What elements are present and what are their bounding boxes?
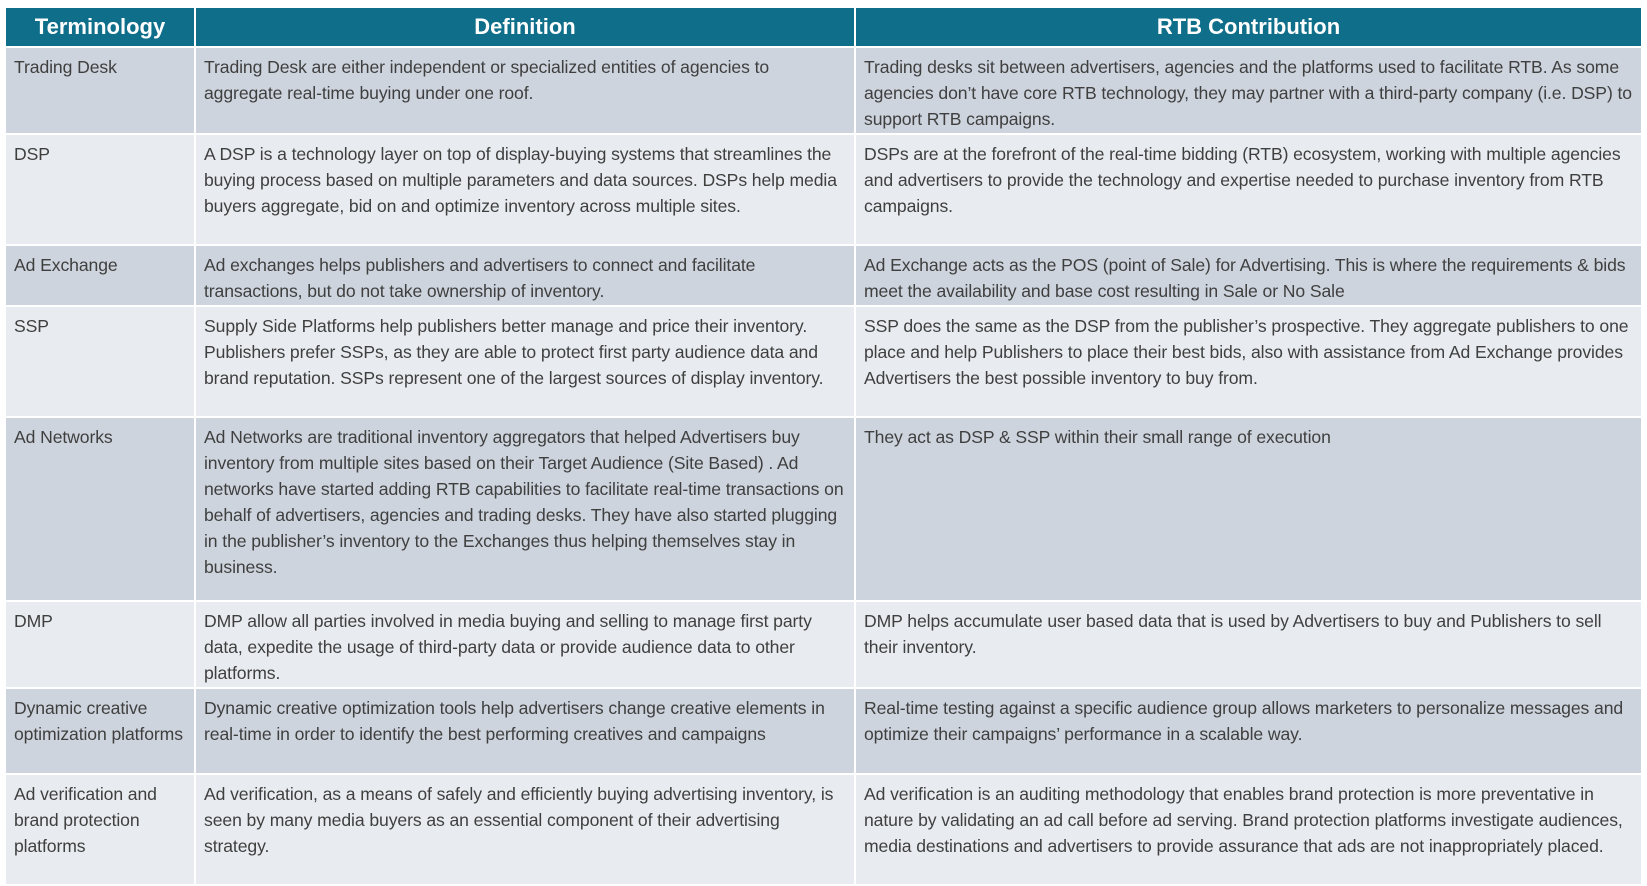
table-row (6, 134, 1641, 245)
definition-cell: Ad exchanges helps publishers and advertisers to connect and facilitate transactions, but do not take ownership of inventory. (195, 245, 855, 306)
rtb-terminology-table (6, 8, 1641, 886)
table-row (6, 601, 1641, 688)
definition-cell: Trading Desk are either independent or specialized entities of agencies to aggregate real-time buying under one roof. (195, 47, 855, 134)
rtb-contribution-cell: Trading desks sit between advertisers, agencies and the platforms used to facilitate RTB. As some agencies don’t have core RTB technology, they may partner with a third-party company (i.e. DSP) to support RTB campaigns. (855, 47, 1641, 134)
rtb-contribution-cell: Ad Exchange acts as the POS (point of Sale) for Advertising. This is where the requirements & bids meet the availability and base cost resulting in Sale or No Sale (855, 245, 1641, 306)
rtb-contribution-cell: DSPs are at the forefront of the real-time bidding (RTB) ecosystem, working with multiple agencies and advertisers to provide the technology and expertise needed to purchase inventory from RTB campaigns. (855, 134, 1641, 245)
table-row (6, 417, 1641, 601)
table-row (6, 688, 1641, 774)
term-cell: DMP (6, 601, 195, 688)
definition-cell: Supply Side Platforms help publishers better manage and price their inventory. Publishers prefer SSPs, as they are able to protect first party audience data and brand reputation. SSPs represent one of the largest sources of display inventory. (195, 306, 855, 417)
table-row (6, 306, 1641, 417)
rtb-contribution-cell: SSP does the same as the DSP from the publisher’s prospective. They aggregate publishers to one place and help Publishers to place their best bids, also with assistance from Ad Exchange provides Advertisers the best possible inventory to buy from. (855, 306, 1641, 417)
rtb-contribution-cell: Real-time testing against a specific audience group allows marketers to personalize messages and optimize their campaigns’ performance in a scalable way. (855, 688, 1641, 774)
table-header-row (6, 8, 1641, 47)
term-cell: Dynamic creative optimization platforms (6, 688, 195, 774)
table-row (6, 245, 1641, 306)
term-cell: SSP (6, 306, 195, 417)
table-row (6, 774, 1641, 885)
header-rtb-contribution: RTB Contribution (855, 8, 1641, 47)
term-cell: DSP (6, 134, 195, 245)
header-terminology: Terminology (6, 8, 195, 47)
term-cell: Ad verification and brand protection platforms (6, 774, 195, 885)
definition-cell: DMP allow all parties involved in media buying and selling to manage first party data, expedite the usage of third-party data or provide audience data to other platforms. (195, 601, 855, 688)
definition-cell: Ad Networks are traditional inventory aggregators that helped Advertisers buy inventory from multiple sites based on their Target Audience (Site Based) . Ad networks have started adding RTB capabilities to facilitate real-time transactions on behalf of advertisers, agencies and trading desks. They have also started plugging in the publisher’s inventory to the Exchanges thus helping themselves stay in business. (195, 417, 855, 601)
rtb-contribution-cell: Ad verification is an auditing methodology that enables brand protection is more preventative in nature by validating an ad call before ad serving. Brand protection platforms investigate audiences, media destinations and advertisers to provide assurance that ads are not inappropriately placed. (855, 774, 1641, 885)
header-definition: Definition (195, 8, 855, 47)
term-cell: Trading Desk (6, 47, 195, 134)
definition-cell: Dynamic creative optimization tools help advertisers change creative elements in real-time in order to identify the best performing creatives and campaigns (195, 688, 855, 774)
table-row (6, 47, 1641, 134)
rtb-contribution-cell: DMP helps accumulate user based data that is used by Advertisers to buy and Publishers to sell their inventory. (855, 601, 1641, 688)
rtb-contribution-cell: They act as DSP & SSP within their small range of execution (855, 417, 1641, 601)
definition-cell: Ad verification, as a means of safely and efficiently buying advertising inventory, is seen by many media buyers as an essential component of their advertising strategy. (195, 774, 855, 885)
definition-cell: A DSP is a technology layer on top of display-buying systems that streamlines the buying process based on multiple parameters and data sources. DSPs help media buyers aggregate, bid on and optimize inventory across multiple sites. (195, 134, 855, 245)
term-cell: Ad Networks (6, 417, 195, 601)
term-cell: Ad Exchange (6, 245, 195, 306)
rtb-terminology-table-container (6, 8, 1641, 886)
